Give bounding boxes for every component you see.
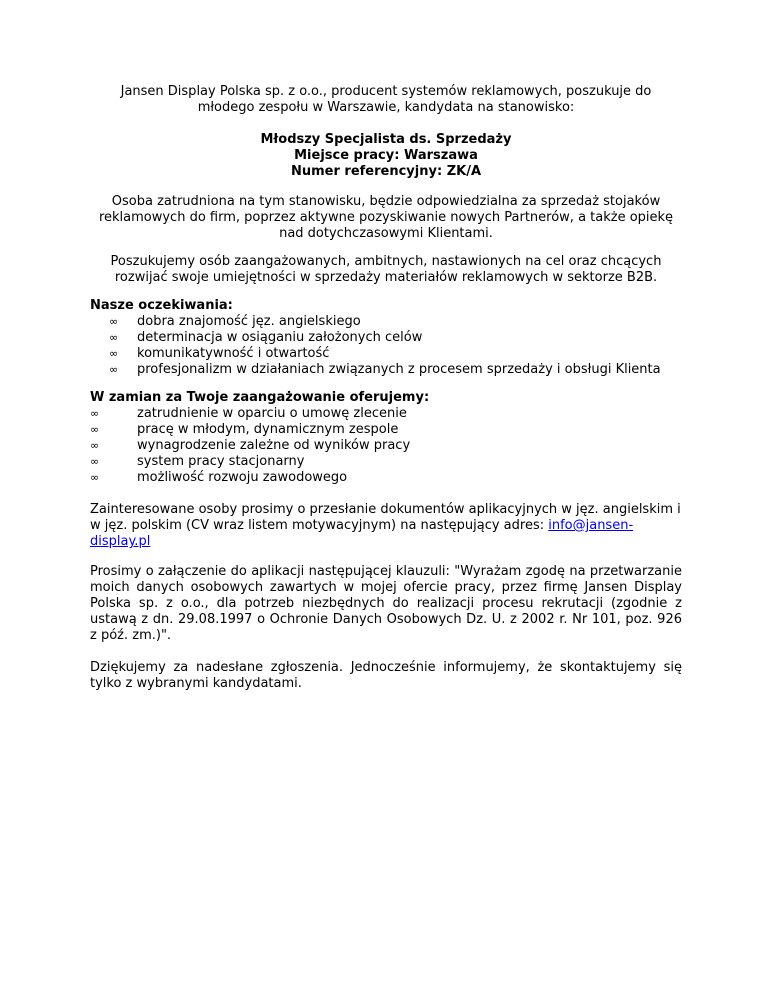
list-item-text: wynagrodzenie zależne od wyników pracy	[137, 438, 411, 453]
list-item	[90, 422, 682, 438]
list-item	[90, 406, 682, 422]
seeking-paragraph	[90, 254, 682, 286]
job-reference: Numer referencyjny: ZK/A	[290, 164, 482, 179]
infinity-bullet-icon: ∞	[90, 439, 100, 452]
infinity-bullet-icon: ∞	[90, 407, 100, 420]
intro-line-2: młodego zespołu w Warszawie, kandydata na stanowisko:	[197, 100, 575, 115]
infinity-bullet-icon: ∞	[109, 331, 119, 344]
infinity-bullet-icon: ∞	[90, 471, 100, 484]
closing-paragraph: Dziękujemy za nadesłane zgłoszenia. Jednocześnie informujemy, że skontaktujemy się tylko z wybranymi kandydatami.	[90, 660, 682, 691]
contact-paragraph	[90, 502, 682, 550]
list-item-text: pracę w młodym, dynamicznym zespole	[137, 422, 399, 437]
infinity-bullet-icon: ∞	[90, 455, 100, 468]
infinity-bullet-icon: ∞	[109, 315, 119, 328]
job-description	[90, 194, 682, 242]
job-posting-page	[90, 84, 682, 692]
seeking-line-1: Poszukujemy osób zaangażowanych, ambitnych, nastawionych na cel oraz chcących	[110, 254, 662, 269]
description-line-2: reklamowych do firm, poprzez aktywne pozyskiwanie nowych Partnerów, a także opiekę	[98, 210, 674, 225]
offer-list	[90, 406, 682, 486]
list-item-text: determinacja w osiąganiu założonych celów	[137, 330, 423, 345]
infinity-bullet-icon: ∞	[90, 423, 100, 436]
email-link[interactable]: info@jansen-display.pl	[90, 518, 634, 549]
contact-text: Zainteresowane osoby prosimy o przesłanie dokumentów aplikacyjnych w jęz. angielskim i w jęz. polskim (CV wraz listem motywacyjnym) na następujący adres:	[90, 502, 681, 533]
list-item-text: profesjonalizm w działaniach związanych z procesem sprzedaży i obsługi Klienta	[137, 362, 661, 377]
list-item	[90, 314, 682, 330]
list-item-text: zatrudnienie w oparciu o umowę zlecenie	[137, 406, 407, 421]
consent-clause: Prosimy o załączenie do aplikacji następującej klauzuli: "Wyrażam zgodę na przetwarzanie moich danych osobowych zawartych w mojej ofercie pracy, przez firmę Jansen Display Polska sp. z o.o., dla potrzeb niezbędnych do realizacji procesu rekrutacji (zgodnie z ustawą z dn. 29.08.1997 o Ochronie Danych Osobowych Dz. U. z 2002 r. Nr 101, poz. 926 z póź. zm.)".	[90, 564, 682, 643]
list-item	[90, 470, 682, 486]
list-item-text: możliwość rozwoju zawodowego	[137, 470, 348, 485]
seeking-line-2: rozwijać swoje umiejętności w sprzedaży materiałów reklamowych w sektorze B2B.	[114, 270, 658, 285]
list-item	[90, 362, 682, 378]
job-location: Miejsce pracy: Warszawa	[294, 148, 478, 163]
list-item-text: system pracy stacjonarny	[137, 454, 305, 469]
intro-line-1: Jansen Display Polska sp. z o.o., producent systemów reklamowych, poszukuje do	[120, 84, 652, 99]
infinity-bullet-icon: ∞	[109, 363, 119, 376]
list-item	[90, 330, 682, 346]
intro-paragraph	[90, 84, 682, 116]
expectations-list	[90, 314, 682, 378]
infinity-bullet-icon: ∞	[109, 347, 119, 360]
offer-heading: W zamian za Twoje zaangażowanie oferujemy:	[90, 390, 430, 405]
list-item	[90, 346, 682, 362]
job-title: Młodszy Specjalista ds. Sprzedaży	[260, 132, 512, 147]
expectations-heading: Nasze oczekiwania:	[90, 298, 233, 313]
job-header	[90, 132, 682, 180]
description-line-1: Osoba zatrudniona na tym stanowisku, będzie odpowiedzialna za sprzedaż stojaków	[111, 194, 661, 209]
list-item	[90, 438, 682, 454]
list-item	[90, 454, 682, 470]
description-line-3: nad dotychczasowymi Klientami.	[279, 226, 493, 241]
list-item-text: dobra znajomość jęz. angielskiego	[137, 314, 361, 329]
list-item-text: komunikatywność i otwartość	[137, 346, 330, 361]
